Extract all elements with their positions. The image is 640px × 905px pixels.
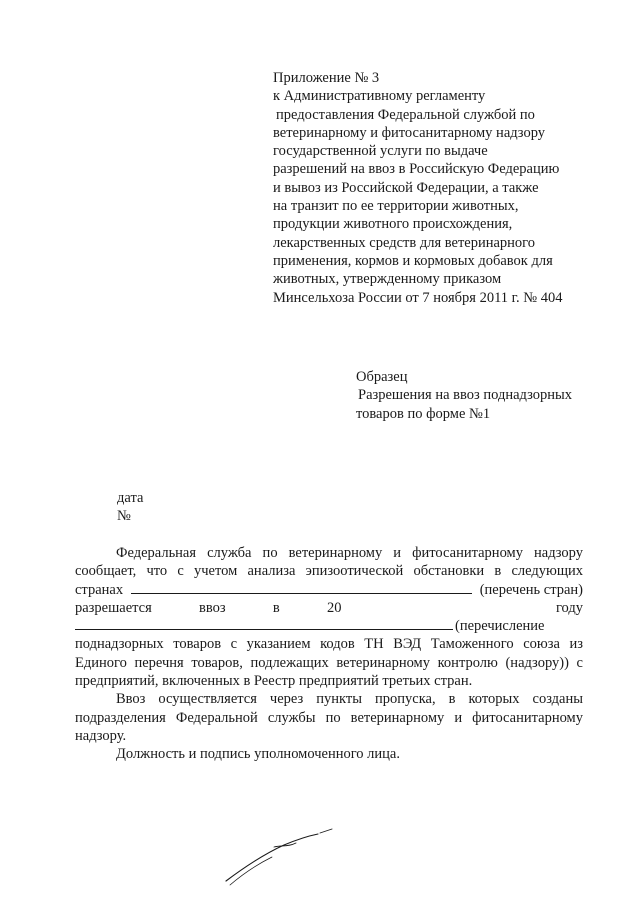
body-line: надзору. bbox=[75, 727, 127, 744]
countries-blank bbox=[131, 581, 472, 594]
appendix-header bbox=[273, 69, 623, 307]
goods-line bbox=[75, 617, 583, 635]
body-line: Единого перечня товаров, подлежащих ветеринарному контролю (надзору)) с bbox=[75, 654, 583, 671]
permit-word: разрешается bbox=[75, 599, 152, 616]
in-word: в bbox=[272, 599, 280, 616]
appendix-line: Минсельхоза России от 7 ноября 2011 г. № 404 bbox=[273, 289, 563, 306]
appendix-line: ветеринарному и фитосанитарному надзору bbox=[273, 124, 546, 141]
sample-title: Образец bbox=[356, 369, 408, 385]
body-line: подразделения Федеральной службы по ветеринарному и фитосанитарному bbox=[75, 709, 583, 726]
number-label: № bbox=[117, 508, 131, 525]
appendix-line: предоставления Федеральной службой по bbox=[276, 106, 535, 123]
document-body bbox=[75, 544, 583, 764]
sample-line: товаров по форме №1 bbox=[356, 405, 491, 422]
body-line: Федеральная служба по ветеринарному и фитосанитарному надзору bbox=[116, 545, 583, 561]
appendix-line: разрешений на ввоз в Российскую Федерацию bbox=[273, 161, 560, 178]
permit-line bbox=[75, 599, 583, 617]
goods-hint: (перечисление bbox=[455, 618, 545, 635]
appendix-line: государственной услуги по выдаче bbox=[273, 143, 488, 160]
countries-label: странах bbox=[75, 581, 124, 598]
goods-blank bbox=[75, 617, 453, 630]
import-word: ввоз bbox=[199, 599, 226, 616]
date-label: дата bbox=[117, 490, 144, 506]
year-prefix: 20 bbox=[326, 599, 342, 616]
appendix-line: к Административному регламенту bbox=[273, 88, 486, 105]
body-line: поднадзорных товаров с указанием кодов ТН ВЭД Таможенного союза из bbox=[75, 636, 583, 653]
body-line: предприятий, включенных в Реестр предприятий третьих стран. bbox=[75, 673, 473, 690]
appendix-line: и вывоз из Российской Федерации, а также bbox=[273, 179, 539, 196]
countries-line bbox=[75, 581, 583, 599]
appendix-title: Приложение № 3 bbox=[273, 70, 380, 86]
signature-mark bbox=[222, 825, 342, 895]
signatory-line: Должность и подпись уполномоченного лица. bbox=[116, 746, 400, 763]
countries-hint: (перечень стран) bbox=[479, 581, 583, 598]
appendix-line: животных, утвержденному приказом bbox=[273, 271, 502, 288]
appendix-line: применения, кормов и кормовых добавок для bbox=[273, 252, 553, 269]
appendix-line: лекарственных средств для ветеринарного bbox=[273, 234, 536, 251]
date-number-block bbox=[117, 489, 143, 526]
appendix-line: на транзит по ее территории животных, bbox=[273, 198, 519, 215]
sample-block bbox=[356, 368, 616, 423]
body-line: сообщает, что с учетом анализа эпизоотической обстановки в следующих bbox=[75, 563, 583, 580]
year-word: году bbox=[555, 599, 583, 616]
body-line: Ввоз осуществляется через пункты пропуска, в которых созданы bbox=[116, 691, 583, 708]
sample-line: Разрешения на ввоз поднадзорных bbox=[358, 387, 572, 404]
appendix-line: продукции животного происхождения, bbox=[273, 216, 513, 233]
